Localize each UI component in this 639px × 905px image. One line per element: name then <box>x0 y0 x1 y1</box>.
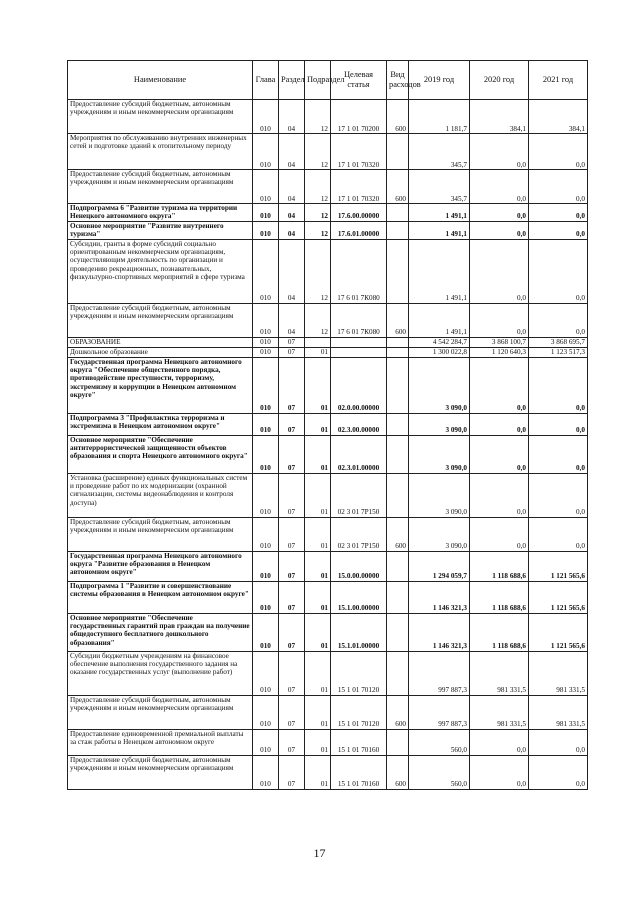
cell-name: Основное мероприятие "Обеспечение антитеррористической защищенности объектов образования и спорта Ненецкого автономного округа" <box>68 435 253 473</box>
table-header-row <box>68 61 588 100</box>
header-vid: Вид расходов <box>387 61 409 100</box>
cell-target: 17 1 01 70320 <box>331 134 387 170</box>
cell-target: 02.3.00.00000 <box>331 413 387 435</box>
cell-glava: 010 <box>253 134 279 170</box>
cell-name: Предоставление субсидий бюджетным, автономным учреждениям и иным некоммерческим организациям <box>68 100 253 134</box>
cell-y2020: 0,0 <box>470 755 529 789</box>
cell-vid <box>387 729 409 755</box>
cell-y2021: 981 331,5 <box>529 695 588 729</box>
cell-target: 02.0.00.00000 <box>331 357 387 413</box>
cell-y2019: 1 146 321,3 <box>409 613 470 651</box>
cell-target: 17.6.00.00000 <box>331 204 387 222</box>
cell-name: Субсидии бюджетным учреждениям на финансовое обеспечение выполнения государственного задания на оказание государственных услуг (выполнение работ) <box>68 651 253 695</box>
cell-razdel: 04 <box>279 303 305 337</box>
cell-y2019: 3 090,0 <box>409 473 470 517</box>
cell-glava: 010 <box>253 303 279 337</box>
cell-target: 15.1.01.00000 <box>331 613 387 651</box>
cell-y2020: 0,0 <box>470 413 529 435</box>
header-razdel: Раздел <box>279 61 305 100</box>
cell-vid <box>387 337 409 347</box>
budget-table <box>67 60 588 790</box>
table-row <box>68 729 588 755</box>
cell-y2020: 0,0 <box>470 729 529 755</box>
cell-y2021: 384,1 <box>529 100 588 134</box>
cell-y2020: 0,0 <box>470 517 529 551</box>
cell-name: Государственная программа Ненецкого автономного округа "Развитие образования в Ненецком автономном округе" <box>68 551 253 581</box>
cell-y2019: 3 090,0 <box>409 435 470 473</box>
cell-vid <box>387 134 409 170</box>
cell-target: 17 6 01 7К080 <box>331 239 387 303</box>
cell-y2021: 981 331,5 <box>529 651 588 695</box>
cell-target <box>331 337 387 347</box>
cell-y2020: 0,0 <box>470 435 529 473</box>
cell-glava: 010 <box>253 413 279 435</box>
cell-podrazdel: 12 <box>305 239 331 303</box>
cell-y2019: 3 090,0 <box>409 357 470 413</box>
cell-glava: 010 <box>253 204 279 222</box>
cell-podrazdel: 12 <box>305 221 331 239</box>
cell-podrazdel: 01 <box>305 755 331 789</box>
cell-y2021: 0,0 <box>529 729 588 755</box>
table-row <box>68 347 588 357</box>
cell-razdel: 07 <box>279 613 305 651</box>
cell-name: Государственная программа Ненецкого автономного округа "Обеспечение общественного порядка, противодействие преступности, терроризму, экстремизму и коррупции в Ненецком автономном округе" <box>68 357 253 413</box>
cell-vid: 600 <box>387 695 409 729</box>
cell-razdel: 07 <box>279 581 305 613</box>
cell-podrazdel: 12 <box>305 134 331 170</box>
cell-glava: 010 <box>253 435 279 473</box>
cell-podrazdel: 01 <box>305 357 331 413</box>
cell-vid <box>387 613 409 651</box>
cell-vid <box>387 435 409 473</box>
cell-razdel: 04 <box>279 134 305 170</box>
cell-y2019: 1 491,1 <box>409 204 470 222</box>
cell-name: Предоставление субсидий бюджетным, автономным учреждениям и иным некоммерческим организациям <box>68 303 253 337</box>
cell-target: 15 1 01 70120 <box>331 651 387 695</box>
cell-target: 02 3 01 7Р150 <box>331 473 387 517</box>
cell-target: 17 6 01 7К080 <box>331 303 387 337</box>
cell-y2021: 0,0 <box>529 755 588 789</box>
cell-y2020: 384,1 <box>470 100 529 134</box>
header-name: Наименование <box>68 61 253 100</box>
cell-name: Подпрограмма 1 "Развитие и совершенствование системы образования в Ненецком автономном округе" <box>68 581 253 613</box>
table-row <box>68 357 588 413</box>
cell-glava: 010 <box>253 337 279 347</box>
cell-glava: 010 <box>253 551 279 581</box>
cell-y2021: 0,0 <box>529 357 588 413</box>
table-body <box>68 100 588 790</box>
cell-y2020: 1 118 688,6 <box>470 581 529 613</box>
header-2021: 2021 год <box>529 61 588 100</box>
cell-razdel: 04 <box>279 100 305 134</box>
cell-name: Предоставление субсидий бюджетным, автономным учреждениям и иным некоммерческим организациям <box>68 695 253 729</box>
table-row <box>68 695 588 729</box>
cell-glava: 010 <box>253 651 279 695</box>
cell-vid <box>387 221 409 239</box>
cell-y2020: 0,0 <box>470 204 529 222</box>
cell-glava: 010 <box>253 517 279 551</box>
cell-vid: 600 <box>387 303 409 337</box>
cell-target <box>331 347 387 357</box>
cell-y2020: 0,0 <box>470 303 529 337</box>
cell-y2021: 0,0 <box>529 134 588 170</box>
cell-y2019: 1 300 022,8 <box>409 347 470 357</box>
cell-glava: 010 <box>253 170 279 204</box>
cell-name: Подпрограмма 6 "Развитие туризма на территории Ненецкого автономного округа" <box>68 204 253 222</box>
cell-vid <box>387 473 409 517</box>
table-row <box>68 303 588 337</box>
cell-y2019: 3 090,0 <box>409 413 470 435</box>
table-row <box>68 337 588 347</box>
cell-razdel: 04 <box>279 204 305 222</box>
cell-podrazdel: 12 <box>305 204 331 222</box>
cell-podrazdel: 01 <box>305 695 331 729</box>
cell-name: Подпрограмма 3 "Профилактика терроризма и экстремизма в Ненецком автономном округе" <box>68 413 253 435</box>
cell-razdel: 07 <box>279 695 305 729</box>
cell-glava: 010 <box>253 473 279 517</box>
cell-y2021: 0,0 <box>529 170 588 204</box>
cell-podrazdel: 01 <box>305 435 331 473</box>
table-row <box>68 551 588 581</box>
table-row <box>68 170 588 204</box>
cell-y2021: 1 123 517,3 <box>529 347 588 357</box>
cell-y2021: 0,0 <box>529 204 588 222</box>
cell-y2020: 1 118 688,6 <box>470 551 529 581</box>
cell-podrazdel: 01 <box>305 551 331 581</box>
cell-target: 17 1 01 70320 <box>331 170 387 204</box>
cell-y2019: 1 181,7 <box>409 100 470 134</box>
table-row <box>68 473 588 517</box>
cell-glava: 010 <box>253 347 279 357</box>
cell-vid: 600 <box>387 755 409 789</box>
cell-y2020: 1 118 688,6 <box>470 613 529 651</box>
cell-y2021: 1 121 565,6 <box>529 551 588 581</box>
cell-y2021: 0,0 <box>529 413 588 435</box>
cell-y2019: 1 146 321,3 <box>409 581 470 613</box>
cell-y2020: 0,0 <box>470 473 529 517</box>
cell-y2019: 3 090,0 <box>409 517 470 551</box>
cell-vid <box>387 204 409 222</box>
cell-razdel: 07 <box>279 473 305 517</box>
cell-glava: 010 <box>253 100 279 134</box>
cell-glava: 010 <box>253 729 279 755</box>
cell-y2021: 1 121 565,6 <box>529 581 588 613</box>
cell-y2021: 0,0 <box>529 303 588 337</box>
table-row <box>68 755 588 789</box>
cell-razdel: 07 <box>279 755 305 789</box>
cell-glava: 010 <box>253 695 279 729</box>
cell-target: 02.3.01.00000 <box>331 435 387 473</box>
cell-y2021: 0,0 <box>529 239 588 303</box>
cell-y2019: 1 491,1 <box>409 303 470 337</box>
table-row <box>68 413 588 435</box>
table-row <box>68 517 588 551</box>
cell-vid <box>387 239 409 303</box>
cell-y2019: 997 887,3 <box>409 651 470 695</box>
page-number: 17 <box>313 846 326 860</box>
cell-razdel: 07 <box>279 337 305 347</box>
cell-y2019: 997 887,3 <box>409 695 470 729</box>
cell-y2021: 3 868 695,7 <box>529 337 588 347</box>
cell-target: 15.1.00.00000 <box>331 581 387 613</box>
cell-y2019: 345,7 <box>409 134 470 170</box>
cell-razdel: 07 <box>279 357 305 413</box>
cell-y2020: 0,0 <box>470 134 529 170</box>
cell-glava: 010 <box>253 357 279 413</box>
table-row <box>68 221 588 239</box>
cell-y2021: 0,0 <box>529 473 588 517</box>
cell-y2019: 1 491,1 <box>409 221 470 239</box>
cell-vid <box>387 347 409 357</box>
cell-podrazdel <box>305 337 331 347</box>
cell-vid <box>387 651 409 695</box>
cell-razdel: 07 <box>279 517 305 551</box>
table-row <box>68 581 588 613</box>
table-row <box>68 435 588 473</box>
cell-vid <box>387 413 409 435</box>
cell-y2019: 345,7 <box>409 170 470 204</box>
cell-razdel: 04 <box>279 221 305 239</box>
cell-target: 17.6.01.00000 <box>331 221 387 239</box>
cell-razdel: 07 <box>279 347 305 357</box>
cell-target: 15.0.00.00000 <box>331 551 387 581</box>
cell-podrazdel: 12 <box>305 303 331 337</box>
header-glava: Глава <box>253 61 279 100</box>
cell-y2021: 0,0 <box>529 435 588 473</box>
cell-y2021: 0,0 <box>529 221 588 239</box>
cell-glava: 010 <box>253 239 279 303</box>
cell-glava: 010 <box>253 755 279 789</box>
cell-podrazdel: 12 <box>305 100 331 134</box>
cell-y2019: 1 294 059,7 <box>409 551 470 581</box>
cell-target: 17 1 01 70200 <box>331 100 387 134</box>
cell-name: Предоставление единовременной премиальной выплаты за стаж работы в Ненецком автономном округе <box>68 729 253 755</box>
cell-podrazdel: 01 <box>305 729 331 755</box>
cell-podrazdel: 12 <box>305 170 331 204</box>
cell-target: 15 1 01 70160 <box>331 729 387 755</box>
cell-vid <box>387 357 409 413</box>
cell-name: Предоставление субсидий бюджетным, автономным учреждениям и иным некоммерческим организациям <box>68 170 253 204</box>
cell-razdel: 07 <box>279 729 305 755</box>
cell-y2020: 981 331,5 <box>470 651 529 695</box>
cell-target: 15 1 01 70160 <box>331 755 387 789</box>
header-2019: 2019 год <box>409 61 470 100</box>
cell-y2020: 0,0 <box>470 170 529 204</box>
table-row <box>68 100 588 134</box>
cell-name: Субсидии, гранты в форме субсидий социально ориентированным некоммерческим организациям, осуществляющим деятельность по организации и проведению рекреационных, познавательных, физкультурно-спортивных мероприятий в сфере туризма <box>68 239 253 303</box>
header-podrazdel: Подраздел <box>305 61 331 100</box>
cell-podrazdel: 01 <box>305 347 331 357</box>
cell-y2019: 1 491,1 <box>409 239 470 303</box>
cell-podrazdel: 01 <box>305 651 331 695</box>
cell-name: Установка (расширение) единых функциональных систем и проведение работ по их модернизации (охранной сигнализации, системы видеонаблюдения и контроля доступа) <box>68 473 253 517</box>
cell-razdel: 07 <box>279 651 305 695</box>
cell-y2019: 560,0 <box>409 729 470 755</box>
cell-glava: 010 <box>253 613 279 651</box>
cell-name: Основное мероприятие "Развитие внутреннего туризма" <box>68 221 253 239</box>
cell-razdel: 07 <box>279 413 305 435</box>
cell-y2020: 0,0 <box>470 239 529 303</box>
cell-y2020: 981 331,5 <box>470 695 529 729</box>
cell-y2020: 1 120 640,3 <box>470 347 529 357</box>
cell-vid <box>387 581 409 613</box>
cell-glava: 010 <box>253 581 279 613</box>
table-row <box>68 134 588 170</box>
cell-razdel: 04 <box>279 239 305 303</box>
header-target: Целевая статья <box>331 61 387 100</box>
cell-name: Основное мероприятие "Обеспечение государственных гарантий прав граждан на получение общедоступного бесплатного дошкольного образования" <box>68 613 253 651</box>
cell-name: Мероприятия по обслуживанию внутренних инженерных сетей и подготовке зданий к отопительному периоду <box>68 134 253 170</box>
cell-podrazdel: 01 <box>305 581 331 613</box>
header-2020: 2020 год <box>470 61 529 100</box>
cell-podrazdel: 01 <box>305 517 331 551</box>
cell-podrazdel: 01 <box>305 413 331 435</box>
cell-name: Предоставление субсидий бюджетным, автономным учреждениям и иным некоммерческим организациям <box>68 755 253 789</box>
cell-y2020: 0,0 <box>470 357 529 413</box>
table-row <box>68 651 588 695</box>
cell-target: 15 1 01 70120 <box>331 695 387 729</box>
cell-razdel: 07 <box>279 435 305 473</box>
cell-y2021: 1 121 565,6 <box>529 613 588 651</box>
cell-vid <box>387 551 409 581</box>
table-row <box>68 239 588 303</box>
cell-vid: 600 <box>387 100 409 134</box>
cell-y2020: 3 868 100,7 <box>470 337 529 347</box>
table-row <box>68 613 588 651</box>
cell-name: Предоставление субсидий бюджетным, автономным учреждениям и иным некоммерческим организациям <box>68 517 253 551</box>
table-row <box>68 204 588 222</box>
cell-y2020: 0,0 <box>470 221 529 239</box>
cell-razdel: 07 <box>279 551 305 581</box>
cell-razdel: 04 <box>279 170 305 204</box>
cell-name: ОБРАЗОВАНИЕ <box>68 337 253 347</box>
cell-y2021: 0,0 <box>529 517 588 551</box>
cell-target: 02 3 01 7Р150 <box>331 517 387 551</box>
cell-name: Дошкольное образование <box>68 347 253 357</box>
cell-y2019: 560,0 <box>409 755 470 789</box>
cell-glava: 010 <box>253 221 279 239</box>
cell-vid: 600 <box>387 170 409 204</box>
cell-podrazdel: 01 <box>305 613 331 651</box>
cell-y2019: 4 542 284,7 <box>409 337 470 347</box>
cell-podrazdel: 01 <box>305 473 331 517</box>
cell-vid: 600 <box>387 517 409 551</box>
